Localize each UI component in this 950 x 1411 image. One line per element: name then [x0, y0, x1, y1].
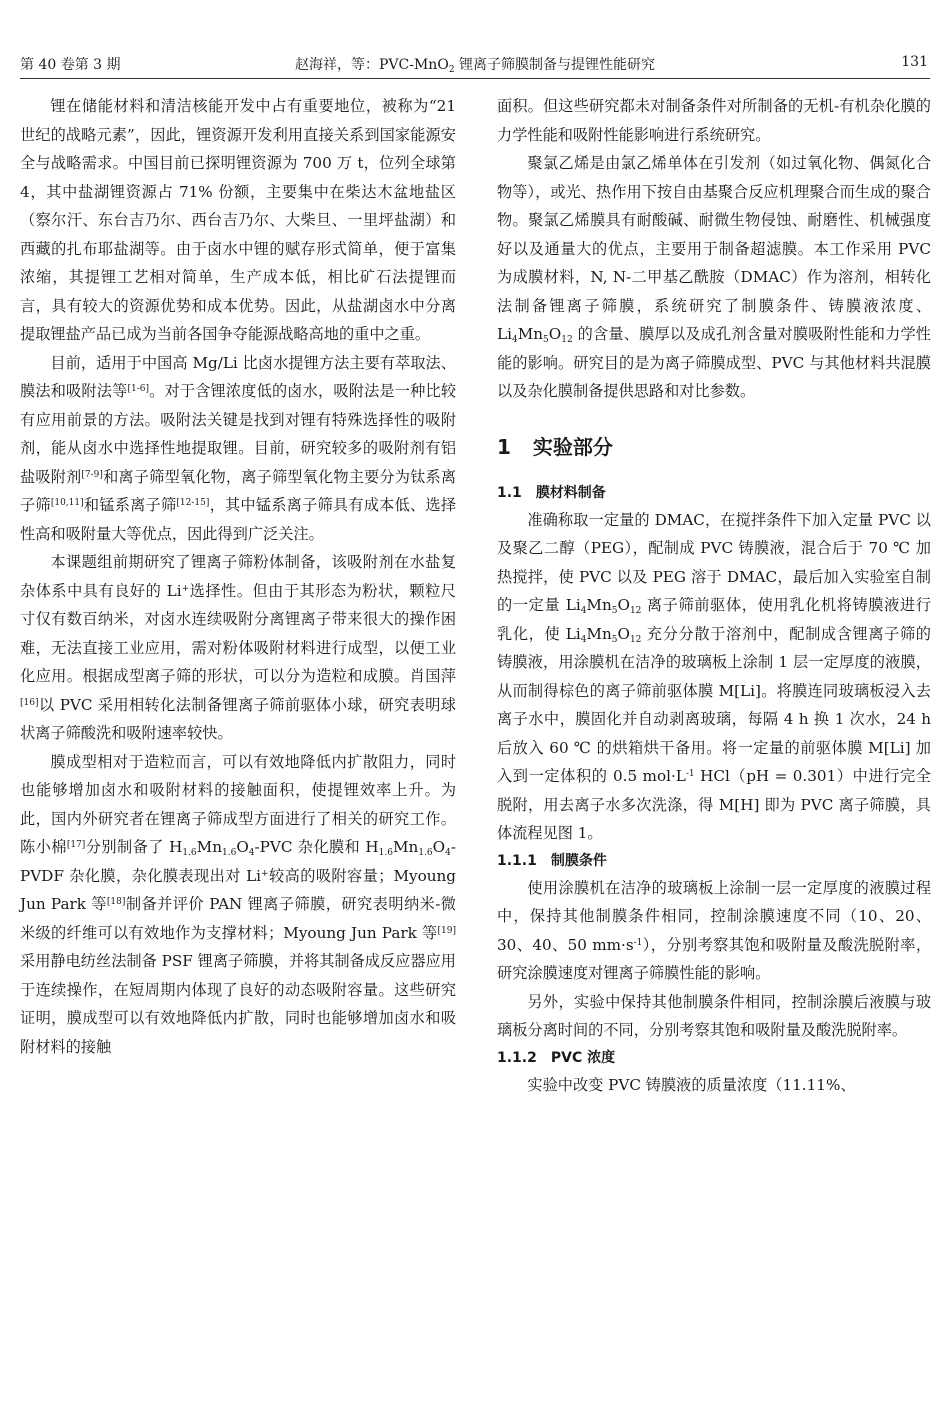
section-heading — [497, 432, 931, 462]
superscript: -1 — [633, 937, 643, 948]
subscript: 1.6 — [378, 848, 393, 858]
subscript: 4 — [445, 848, 451, 858]
paragraph-4 — [20, 748, 456, 1062]
text: Mn — [586, 624, 612, 643]
paragraph-5: 面积。但这些研究都未对制备条件对所制备的无机-有机杂化膜的力学性能和吸附性能影响进行系统研究。 — [497, 97, 931, 144]
subscript: 1.6 — [222, 848, 237, 858]
subscript: 4 — [511, 335, 518, 345]
citation: [10,11] — [50, 498, 84, 508]
citation: [7-9] — [81, 469, 103, 480]
text: Mn — [393, 838, 419, 856]
subsubsection-title: 制膜条件 — [550, 852, 607, 869]
text: 较高的吸附容量；Myoung Jun Park 等 — [20, 866, 457, 913]
citation: [17] — [66, 840, 86, 850]
subscript: 12 — [629, 634, 642, 645]
running-title-text: 赵海祥，等：PVC-MnO — [295, 57, 449, 73]
text: HCl（pH = 0.301）中进行完全脱附，用去离子水多次洗涤，得 M[H] 即为 PVC 离子筛膜，具体流程见图 1。 — [497, 767, 931, 842]
paragraph-2 — [20, 349, 456, 549]
text: 和离子筛型氧化物，离子筛型氧化物主要分为钛系离子筛 — [20, 467, 457, 514]
text: O — [617, 596, 630, 614]
citation: [1-6] — [127, 384, 149, 394]
text: Mn — [586, 596, 612, 614]
running-title-text-2: 锂离子筛膜制备与提锂性能研究 — [454, 57, 655, 73]
text: -PVDF 杂化膜，杂化膜表现出对 Li — [20, 838, 456, 885]
right-column — [497, 92, 931, 1099]
subsubsection-number: 1.1.1 — [497, 852, 537, 869]
subscript: 4 — [248, 848, 255, 858]
paragraph-1: 锂在储能材料和清洁核能开发中占有重要地位，被称为“21 世纪的战略元素”，因此，锂资源开发利用直接关系到国家能源安全与战略需求。中国目前已探明锂资源为 700 万 t，位列全球第 4，其中盐湖锂资源占 71% 份额，主要集中在柴达木盆地盐区（察尔汗、东台吉乃尔、西台吉乃尔、大柴旦、一里坪盐湖）和西藏的扎布耶盐湖等。由于卤水中锂的赋存形式简单，便于富集浓缩，其提锂工艺相对简单，生产成本低，相比矿石法提锂而言，具有较大的资源优势和成本优势。因此，从盐湖卤水中分离提取锂盐产品已成为当前各国争夺能源战略高地的重中之重。 — [20, 97, 456, 343]
text: 充分分散于溶剂中，配制成含锂离子筛的铸膜液，用涂膜机在洁净的玻璃板上涂制 1 层一定厚度的液膜，从而制得棕色的离子筛前驱体膜 M[Li]。将膜连同玻璃板浸入去离子水中，膜固化并自动剥离玻璃，每隔 4 h 换 1 次水，24 h 后放入 60 ℃ 的烘箱烘干备用。将一定量的前驱体膜 M[Li] 加入到一定体积的 0.5 mol·L — [497, 624, 931, 785]
running-title-subscript: 2 — [448, 65, 455, 75]
subscript: 4 — [580, 634, 587, 645]
text: 目前，适用于中国高 Mg/Li 比卤水提锂方法主要有萃取法、膜法和吸附法等 — [20, 353, 456, 400]
superscript: + — [261, 868, 269, 879]
text: O — [236, 838, 249, 856]
subscript: 1.6 — [418, 848, 433, 858]
text: O — [548, 325, 562, 343]
subsection-heading — [497, 480, 931, 506]
subsubsection-title: PVC 浓度 — [550, 1049, 616, 1066]
subscript: 1.6 — [182, 848, 197, 858]
text: -PVC 杂化膜和 H — [254, 838, 379, 856]
citation: [16] — [20, 697, 39, 708]
text: 使用涂膜机在洁净的玻璃板上涂制一层一定厚度的液膜过程中，保持其他制膜条件相同，控制涂膜速度不同（10、20、30、40、50 mm·s — [497, 878, 931, 954]
subsubsection-heading-2 — [497, 1045, 931, 1071]
text: 以 PVC 采用相转化法制备锂离子筛前驱体小球，研究表明球状离子筛酸洗和吸附速率较快。 — [20, 695, 456, 742]
subscript: 4 — [580, 606, 587, 616]
left-column — [20, 92, 456, 1061]
subscript: 5 — [611, 606, 618, 616]
text: 选择性。但由于其形态为粉状，颗粒尺寸仅有数百纳米，对卤水连续吸附分离锂离子带来很大的操作困难，无法直接工业应用，需对粉体吸附材料进行成型，以便工业化应用。根据成型离子筛的形状，可以分为造粒和成膜。肖国萍 — [20, 581, 456, 685]
text: 准确称取一定量的 DMAC，在搅拌条件下加入定量 PVC 以及聚乙二醇（PEG），配制成 PVC 铸膜液，混合后于 70 ℃ 加热搅拌，使 PVC 以及 PEG 溶于 DMAC，最后加入实验室自制的一定量 Li — [497, 510, 931, 614]
text: 制备并评价 PAN 锂离子筛膜，研究表明纳米-微米级的纤维可以有效地作为支撑材料；Myoung Jun Park 等 — [20, 895, 456, 942]
text: O — [617, 624, 630, 643]
superscript: -1 — [685, 769, 695, 779]
text: Mn — [517, 325, 544, 343]
subsubsection-number: 1.1.2 — [497, 1049, 537, 1066]
text: 离子筛前驱体，使用乳化机将铸膜液进行乳化，使 Li — [497, 596, 931, 643]
text: 和锰系离子筛 — [83, 496, 177, 514]
text: 本课题组前期研究了锂离子筛粉体制备，该吸附剂在水盐复杂体系中具有良好的 Li — [20, 553, 456, 600]
text: 采用静电纺丝法制备 PSF 锂离子筛膜，并将其制备成反应器应用于连续操作，在短周期内体现了良好的动态吸附容量。这些研究证明，膜成型可以有效地降低内扩散，同时也能够增加卤水和吸附材料的接触 — [20, 952, 456, 1056]
subscript: 12 — [561, 335, 573, 345]
paragraph-3 — [20, 548, 456, 748]
paragraph-10: 实验中改变 PVC 铸膜液的质量浓度（11.11%、 — [527, 1075, 856, 1094]
section-title: 实验部分 — [532, 434, 613, 459]
paragraph-6 — [497, 149, 931, 406]
text: ），分别考察其饱和吸附量及酸洗脱附率，研究涂膜速度对锂离子筛膜性能的影响。 — [497, 935, 932, 982]
text: 聚氯乙烯是由氯乙烯单体在引发剂（如过氧化物、偶氮化合物等），或光、热作用下按自由基聚合反应机理聚合而生成的聚合物。聚氯乙烯膜具有耐酸碱、耐微生物侵蚀、耐磨性、机械强度好以及通量大的优点，主要用于制备超滤膜。本工作采用 PVC 为成膜材料，N, N-二甲基乙酰胺（DMAC）作为溶剂，相转化法制备锂离子筛膜，系统研究了制膜条件、铸膜液浓度、Li — [497, 154, 931, 343]
text: Mn — [196, 838, 222, 856]
subscript: 5 — [611, 634, 618, 645]
text: 。对于含锂浓度低的卤水，吸附法是一种比较有应用前景的方法。吸附法关键是找到对锂有特殊选择性的吸附剂，能从卤水中选择性地提取锂。目前，研究较多的吸附剂有铝盐吸附剂 — [20, 382, 457, 486]
paragraph-7 — [497, 506, 931, 848]
text: 的含量、膜厚以及成孔剂含量对膜吸附性能和力学性能的影响。研究目的是为离子筛膜成型、PVC 与其他材料共混膜以及杂化膜制备提供思路和对比参数。 — [497, 325, 931, 400]
page-number: 131 — [901, 54, 928, 70]
subsubsection-heading — [497, 848, 931, 874]
citation: [12-15] — [176, 498, 210, 508]
paragraph-9: 另外，实验中保持其他制膜条件相同，控制涂膜后液膜与玻璃板分离时间的不同，分别考察其饱和吸附量及酸洗脱附率。 — [497, 992, 931, 1039]
citation: [18] — [106, 897, 126, 907]
text: ，其中锰系离子筛具有成本低、选择性高和吸附量大等优点，因此得到广泛关注。 — [20, 496, 457, 543]
running-title — [0, 54, 950, 74]
text: 膜成型相对于造粒而言，可以有效地降低内扩散阻力，同时也能够增加卤水和吸附材料的接触面积，使提锂效率上升。为此，国内外研究者在锂离子筛成型方面进行了相关的研究工作。陈小棉 — [20, 752, 456, 856]
journal-volume-issue: 第 40 卷第 3 期 — [20, 57, 121, 73]
citation: [19] — [437, 925, 456, 936]
text: 分别制备了 H — [85, 838, 183, 856]
subsection-title: 膜材料制备 — [535, 484, 606, 501]
subscript: 12 — [629, 606, 642, 616]
paragraph-8 — [497, 874, 931, 988]
subscript: 5 — [543, 335, 549, 345]
text: O — [432, 838, 446, 856]
subsection-number: 1.1 — [497, 484, 522, 501]
section-number: 1 — [497, 434, 511, 459]
header-divider — [20, 78, 930, 79]
superscript: + — [181, 583, 190, 594]
